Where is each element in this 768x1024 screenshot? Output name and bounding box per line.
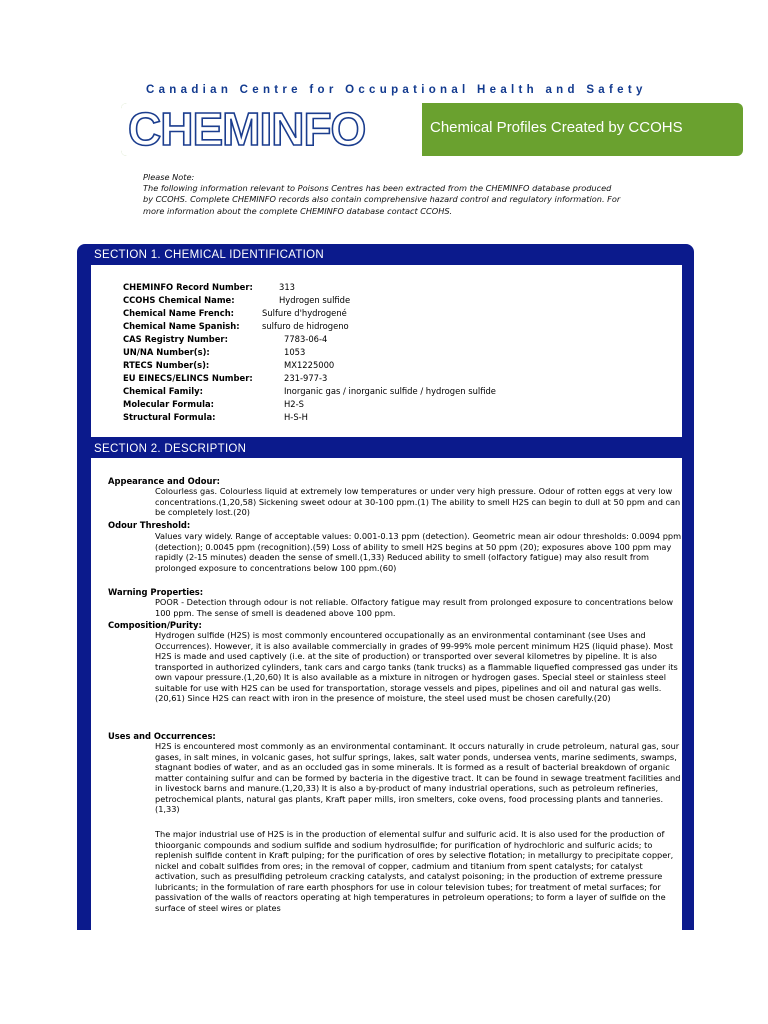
field-value: 313 (279, 282, 295, 292)
field-label: Chemical Family: (123, 386, 203, 396)
section1-heading: SECTION 1. CHEMICAL IDENTIFICATION (94, 249, 324, 261)
note-body: The following information relevant to Poisons Centres has been extracted from the CHEMINFO database produced by CCOHS. Complete CHEMINFO records also contain comprehensive hazard control and regulatory information. For more information about the complete CHEMINFO database contact CCOHS. (143, 183, 621, 216)
field-label: Molecular Formula: (123, 399, 214, 409)
field-label: Chemical Name French: (123, 308, 235, 318)
uses-text-continued: The major industrial use of H2S is in the production of elemental sulfur and sulfuric acid. It is also used for the production of thioorganic compounds and sodium sulfide and sodium hydrosulfide; for purification of hydrochloric and sulfuric acids; to replenish sulfide content in Kraft pulping; for the purification of ores by selective flotation; in metallurgy to precipitate copper, nickel and cobalt sulfides from ores; in the removal of copper, cadmium and titanium from spent catalysts; for catalyst activation, such as presulfiding petroleum cracking catalysts, and catalyst poisoning; in the production of extreme pressure lubricants; in the formulation of rare earth phosphors for use in colour television tubes; for treatment of metal surfaces; for passivation of the walls of reactors operating at high temperatures in petroleum operations; to form a layer of sulfide on the surface of steel wires or plates (155, 829, 674, 913)
warning-properties-text: POOR - Detection through odour is not reliable. Olfactory fatigue may result from prolonged exposure to concentrations below 100 ppm. The sense of smell is deadened above 100 ppm. (155, 597, 674, 618)
field-value: Inorganic gas / inorganic sulfide / hydrogen sulfide (284, 386, 496, 396)
please-note (143, 172, 623, 217)
field-value: sulfuro de hidrogeno (262, 321, 349, 331)
field-value: H2-S (284, 399, 304, 409)
composition-text: Hydrogen sulfide (H2S) is most commonly encountered occupationally as an environmental contaminant (see Uses and Occurrences). However, it is also available commercially in grades of 99-99% mole percent minimum H2S (liquid phase). Most H2S is made and used captively (i.e. at the site of production) or transported over several kilometres by pipeline. It is also transported in authorized cylinders, tank cars and cargo tanks (tank trucks) as a flammable liquefied compressed gas under its own vapour pressure.(1,20,60) It is also available as a mixture in nitrogen or hydrogen gases. Special steel or stainless steel suitable for use with H2S can be used for transportation, storage vessels and pipes, pipelines and oil and natural gas wells.(20,61) Since H2S can react with iron in the presence of moisture, the steel used must be chosen carefully.(20) (155, 630, 678, 704)
field-value: 231-977-3 (284, 373, 328, 383)
logo-area (121, 103, 422, 156)
field-value: MX1225000 (284, 360, 335, 370)
subsection-title: Odour Threshold: (108, 520, 191, 530)
field-label: CCOHS Chemical Name: (123, 295, 235, 305)
note-title: Please Note: (143, 172, 195, 182)
field-label: Structural Formula: (123, 412, 216, 422)
field-label: EU EINECS/ELINCS Number: (123, 373, 253, 383)
field-value: Hydrogen sulfide (279, 295, 351, 305)
field-value: H-S-H (284, 412, 308, 422)
field-value: 1053 (284, 347, 306, 357)
field-value: Sulfure d'hydrogené (262, 308, 347, 318)
appearance-text: Colourless gas. Colourless liquid at extremely low temperatures or under very high pressure. Odour of rotten eggs at very low concentrations.(1,20,58) Sickening sweet odour at 30-100 ppm.(1) The ability to smell H2S can begin to dull at 50 ppm and can be completely lost.(20) (155, 486, 681, 518)
field-label: CAS Registry Number: (123, 334, 228, 344)
odour-threshold-text: Values vary widely. Range of acceptable values: 0.001-0.13 ppm (detection). Geometric mean air odour thresholds: 0.0094 ppm (detection); 0.0045 ppm (recognition).(59) Loss of ability to smell H2S begins at 50 ppm (20); exposures above 100 ppm may rapidly (2-15 minutes) deaden the sense of smell.(1,33) Reduced ability to smell (olfactory fatigue) may also result from prolonged exposure to concentrations below 100 ppm.(60) (155, 531, 682, 573)
cheminfo-banner (121, 103, 743, 156)
subsection-title: Composition/Purity: (108, 620, 202, 630)
subsection-title: Uses and Occurrences: (108, 731, 216, 741)
subsection-title: Warning Properties: (108, 587, 204, 597)
field-label: Chemical Name Spanish: (123, 321, 240, 331)
subsection-title: Appearance and Odour: (108, 476, 220, 486)
organization-name: Canadian Centre for Occupational Health and Safety (146, 84, 647, 96)
field-value: 7783-06-4 (284, 334, 328, 344)
tagline: Chemical Profiles Created by CCOHS (430, 119, 683, 136)
uses-text: H2S is encountered most commonly as an environmental contaminant. It occurs naturally in crude petroleum, natural gas, sour gases, in salt mines, in volcanic gases, hot sulfur springs, lakes, salt water ponds, undersea vents, marine sediments, swamps, stagnant bodies of water, and as an occluded gas in some minerals. It is formed as a result of bacterial breakdown of organic matter containing sulfur and can be formed by bacteria in the digestive tract. It can be found in sewage treatment facilities and in livestock barns and manure.(1,20,33) It is also a by-product of many industrial operations, such as petroleum refineries, petrochemical plants, natural gas plants, Kraft paper mills, iron smelters, coke ovens, food processing plants and tanneries.(1,33) (155, 741, 681, 815)
field-label: UN/NA Number(s): (123, 347, 210, 357)
section2-heading: SECTION 2. DESCRIPTION (94, 443, 247, 455)
cheminfo-logo: CHEMINFO (128, 103, 366, 155)
field-label: RTECS Number(s): (123, 360, 210, 370)
field-label: CHEMINFO Record Number: (123, 282, 253, 292)
